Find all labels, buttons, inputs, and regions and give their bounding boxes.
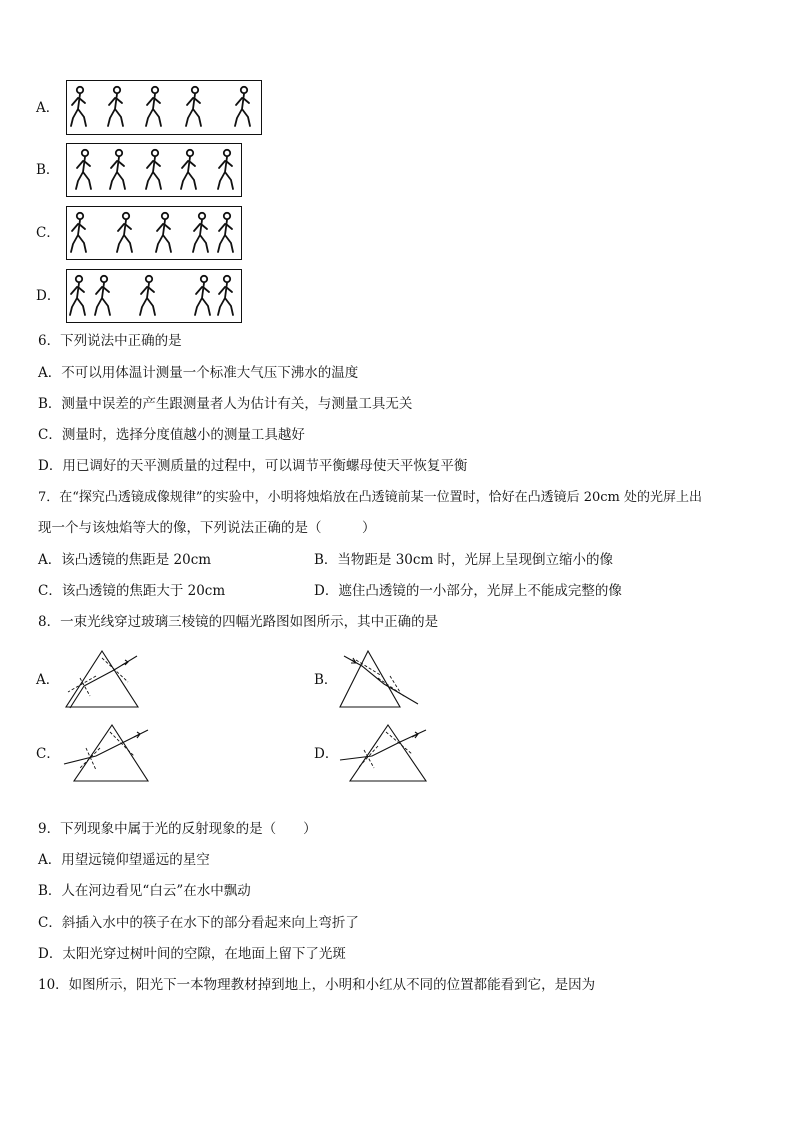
walking-stick-figure-icon — [71, 213, 86, 252]
q7-stem-line1: 7．在“探究凸透镜成像规律”的实验中，小明将烛焰放在凸透镜前某一位置时，恰好在凸透镜后 20cm 处的光屏上出 — [38, 490, 702, 505]
q5-option-a-figure — [66, 80, 262, 135]
q9-option-b: B．人在河边看见“白云”在水中飘动 — [38, 883, 251, 899]
q7-stem-line2: 现一个与该烛焰等大的像，下列说法正确的是（ ） — [38, 520, 376, 536]
walking-stick-figure-icon — [70, 276, 85, 315]
q8-option-b-prism-diagram — [338, 648, 424, 710]
walking-stick-figure-icon — [117, 213, 132, 252]
walking-stick-figure-icon — [140, 276, 155, 315]
q10-stem: 10．如图所示，阳光下一本物理教材掉到地上，小明和小红从不同的位置都能看到它，是因为 — [38, 977, 596, 993]
walker-strip-b — [67, 144, 241, 196]
q8-option-a-prism-diagram — [62, 648, 142, 710]
q5-option-b-figure — [66, 143, 242, 197]
q9-option-d: D．太阳光穿过树叶间的空隙，在地面上留下了光斑 — [38, 946, 346, 962]
walking-stick-figure-icon — [146, 87, 161, 126]
q8-option-b-label: B． — [314, 672, 338, 688]
walking-stick-figure-icon — [110, 150, 125, 189]
walking-stick-figure-icon — [71, 87, 86, 126]
q8-option-d-label: D． — [314, 746, 339, 762]
q8-option-c-label: C． — [36, 746, 60, 762]
q5-option-d-figure — [66, 269, 242, 323]
walker-strip-d — [67, 270, 241, 322]
q6-option-b: B．测量中误差的产生跟测量者人为估计有关，与测量工具无关 — [38, 396, 413, 412]
q5-option-c-label: C． — [36, 225, 60, 241]
q7-option-b: B．当物距是 30cm 时，光屏上呈现倒立缩小的像 — [314, 552, 614, 568]
walker-strip-c — [67, 207, 241, 259]
walking-stick-figure-icon — [218, 150, 233, 189]
q9-option-c: C．斜插入水中的筷子在水下的部分看起来向上弯折了 — [38, 915, 359, 931]
walking-stick-figure-icon — [218, 213, 233, 252]
walking-stick-figure-icon — [95, 276, 110, 315]
q5-option-c-figure — [66, 206, 242, 260]
q8-option-c-prism-diagram — [60, 722, 152, 784]
walking-stick-figure-icon — [146, 150, 161, 189]
q6-option-d: D．用已调好的天平测质量的过程中，可以调节平衡螺母使天平恢复平衡 — [38, 458, 468, 474]
walking-stick-figure-icon — [76, 150, 91, 189]
q5-option-a-label: A． — [36, 100, 60, 116]
q5-option-b-label: B． — [36, 162, 60, 178]
walking-stick-figure-icon — [195, 276, 210, 315]
walking-stick-figure-icon — [235, 87, 250, 126]
q7-option-d: D．遮住凸透镜的一小部分，光屏上不能成完整的像 — [314, 583, 622, 599]
walking-stick-figure-icon — [156, 213, 171, 252]
triangle-prism-icon — [66, 651, 138, 707]
q5-option-d-label: D． — [36, 288, 61, 304]
walking-stick-figure-icon — [181, 150, 196, 189]
q7-option-a: A．该凸透镜的焦距是 20cm — [38, 552, 212, 568]
q9-option-a: A．用望远镜仰望遥远的星空 — [38, 852, 210, 868]
q8-option-d-prism-diagram — [338, 722, 430, 784]
q7-option-c: C．该凸透镜的焦距大于 20cm — [38, 583, 226, 599]
q8-stem: 8．一束光线穿过玻璃三棱镜的四幅光路图如图所示，其中正确的是 — [38, 614, 439, 630]
q6-option-a: A．不可以用体温计测量一个标准大气压下沸水的温度 — [38, 365, 359, 381]
walking-stick-figure-icon — [108, 87, 123, 126]
q8-option-a-label: A． — [36, 672, 60, 688]
q6-stem: 6．下列说法中正确的是 — [38, 333, 182, 349]
q6-option-c: C．测量时，选择分度值越小的测量工具越好 — [38, 427, 305, 443]
q9-stem: 9．下列现象中属于光的反射现象的是（ ） — [38, 821, 317, 837]
walking-stick-figure-icon — [218, 276, 233, 315]
walking-stick-figure-icon — [186, 87, 201, 126]
walking-stick-figure-icon — [193, 213, 208, 252]
walker-strip-a — [67, 81, 261, 134]
